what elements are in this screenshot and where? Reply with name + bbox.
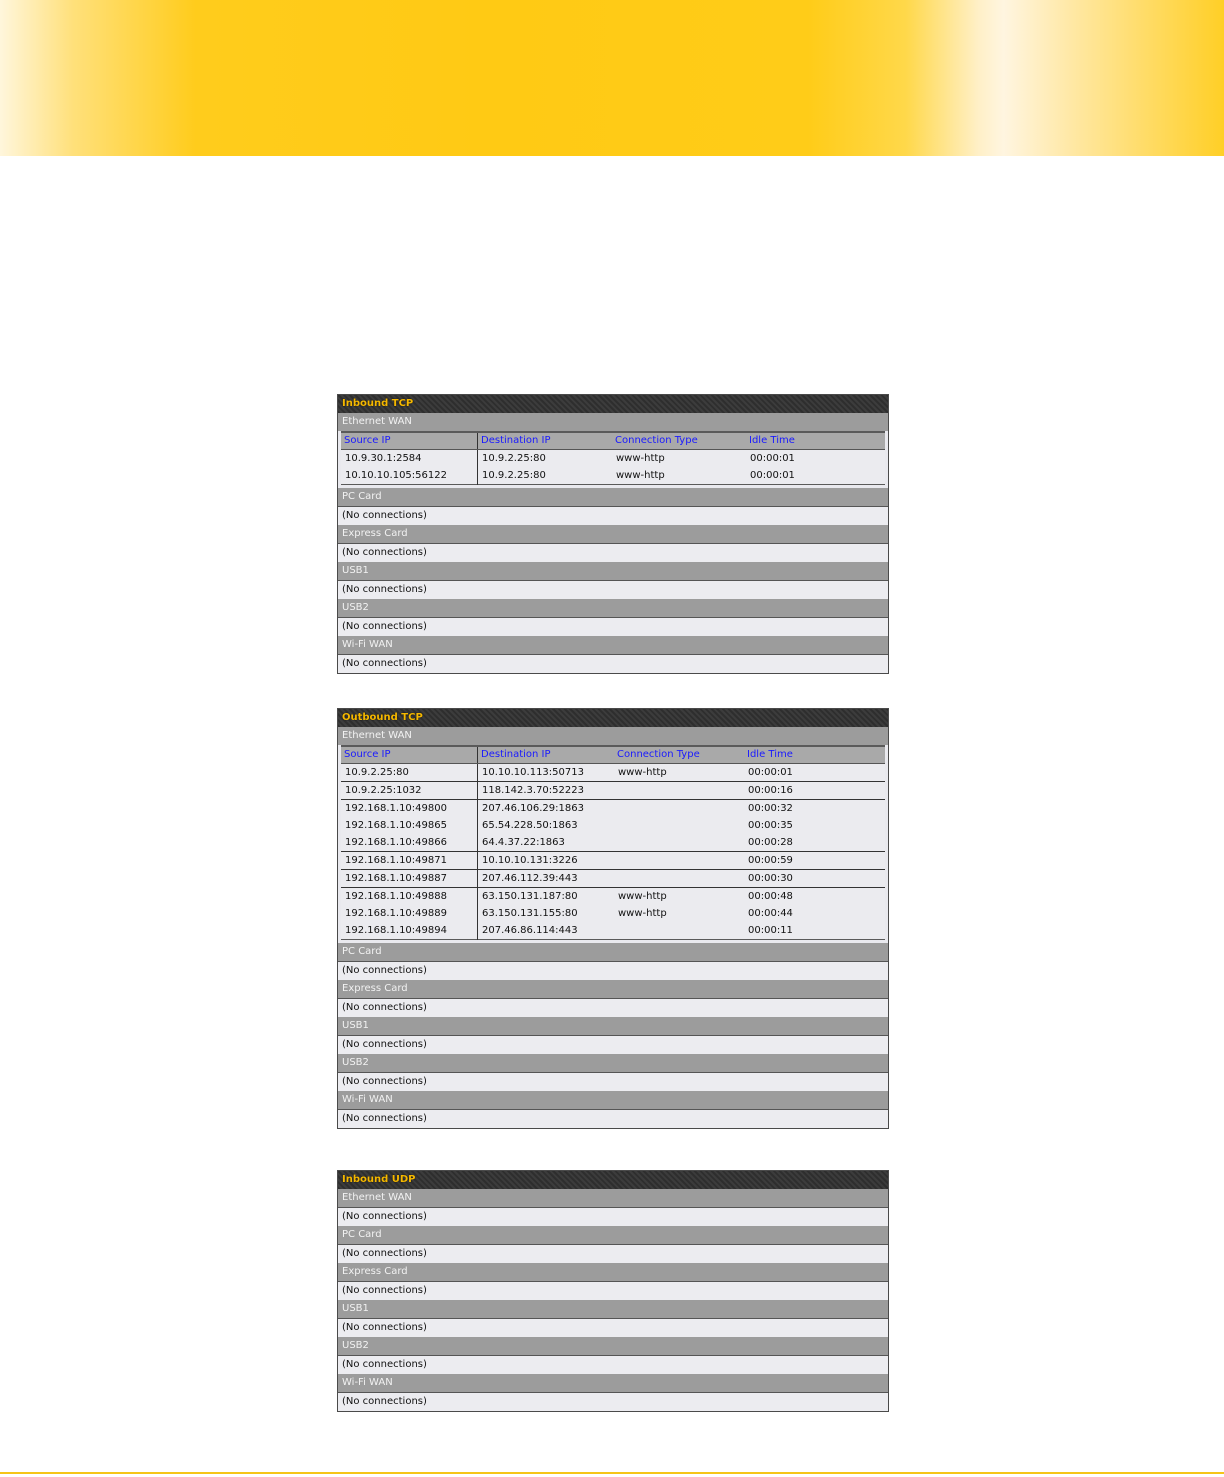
source-ip-cell: 192.168.1.10:49871: [341, 852, 478, 870]
no-connections-text: (No connections): [338, 998, 888, 1017]
source-ip-cell: 10.9.2.25:1032: [341, 782, 478, 800]
connection-type-cell: [614, 922, 744, 940]
destination-ip-cell: 65.54.228.50:1863: [482, 820, 578, 831]
column-header-idle-time: Idle Time: [746, 432, 885, 450]
connection-type-cell: www-http: [616, 453, 665, 464]
connections-table: [341, 745, 885, 940]
header-banner: [0, 0, 1224, 156]
section-header-usb1: USB1: [338, 1300, 888, 1318]
inbound-udp-panel: [337, 1170, 889, 1412]
idle-time-cell: 00:00:16: [744, 782, 885, 800]
table-row: [341, 817, 885, 834]
section-header-usb2: USB2: [338, 1337, 888, 1355]
idle-time-cell: 00:00:11: [748, 925, 793, 936]
column-header-source-ip: Source IP: [341, 432, 478, 450]
table-row: [341, 922, 885, 940]
table-header-row: [341, 746, 885, 764]
section-header-ethernet-wan: Ethernet WAN: [338, 727, 888, 745]
destination-ip-cell: 63.150.131.187:80: [478, 888, 615, 906]
section-header-pc-card: PC Card: [338, 1226, 888, 1244]
destination-ip-cell: 64.4.37.22:1863: [482, 837, 565, 848]
no-connections-text: (No connections): [338, 961, 888, 980]
table-row: [341, 764, 885, 782]
idle-time-cell: 00:00:35: [748, 820, 793, 831]
no-connections-text: (No connections): [338, 1109, 888, 1128]
no-connections-text: (No connections): [338, 543, 888, 562]
connection-type-cell: [614, 852, 744, 870]
source-ip-cell: 192.168.1.10:49800: [341, 800, 478, 818]
section-header-pc-card: PC Card: [338, 943, 888, 961]
section-header-express-card: Express Card: [338, 1263, 888, 1281]
connections-table: [341, 431, 885, 485]
connection-type-cell: [614, 817, 744, 834]
idle-time-cell: 00:00:01: [748, 767, 793, 778]
table-row: [341, 852, 885, 870]
no-connections-text: (No connections): [338, 654, 888, 673]
connection-type-cell: www-http: [614, 888, 744, 906]
no-connections-text: (No connections): [338, 580, 888, 599]
section-header-ethernet-wan: Ethernet WAN: [338, 413, 888, 431]
no-connections-text: (No connections): [338, 1035, 888, 1054]
no-connections-text: (No connections): [338, 506, 888, 525]
table-row: [341, 467, 885, 485]
destination-ip-cell: 63.150.131.155:80: [482, 908, 578, 919]
idle-time-cell: 00:00:44: [748, 908, 793, 919]
section-header-wifi-wan: Wi-Fi WAN: [338, 636, 888, 654]
no-connections-text: (No connections): [338, 1072, 888, 1091]
destination-ip-cell: 207.46.86.114:443: [482, 925, 578, 936]
table-row: [341, 870, 885, 888]
source-ip-cell: 10.9.2.25:80: [341, 764, 478, 782]
table-row: [341, 450, 885, 468]
source-ip-cell: 10.9.30.1:2584: [341, 450, 478, 468]
section-header-usb1: USB1: [338, 1017, 888, 1035]
panel-title: Outbound TCP: [338, 709, 888, 727]
column-header-destination-ip: Destination IP: [478, 432, 613, 450]
footer-divider: [0, 1472, 1224, 1474]
section-header-usb2: USB2: [338, 1054, 888, 1072]
column-header-idle-time: Idle Time: [744, 746, 885, 764]
source-ip-cell: 192.168.1.10:49865: [341, 817, 478, 834]
idle-time-cell: 00:00:32: [744, 800, 885, 818]
column-header-destination-ip: Destination IP: [478, 746, 615, 764]
destination-ip-cell: 207.46.106.29:1863: [478, 800, 615, 818]
source-ip-cell: 192.168.1.10:49887: [341, 870, 478, 888]
source-ip-cell: 192.168.1.10:49866: [341, 834, 478, 852]
section-header-usb1: USB1: [338, 562, 888, 580]
destination-ip-cell: 10.9.2.25:80: [482, 453, 546, 464]
connection-type-cell: [614, 870, 744, 888]
idle-time-cell: 00:00:28: [748, 837, 793, 848]
connection-type-cell: [614, 834, 744, 852]
column-header-connection-type: Connection Type: [614, 746, 744, 764]
no-connections-text: (No connections): [338, 1281, 888, 1300]
table-row: [341, 834, 885, 852]
connection-type-cell: www-http: [616, 470, 665, 481]
idle-time-cell: 00:00:01: [750, 453, 795, 464]
section-header-express-card: Express Card: [338, 980, 888, 998]
table-header-row: [341, 432, 885, 450]
source-ip-cell: 192.168.1.10:49894: [341, 922, 478, 940]
source-ip-cell: 192.168.1.10:49889: [341, 905, 478, 922]
panel-title: Inbound TCP: [338, 395, 888, 413]
table-row: [341, 888, 885, 906]
no-connections-text: (No connections): [338, 1355, 888, 1374]
destination-ip-cell: 118.142.3.70:52223: [478, 782, 615, 800]
no-connections-text: (No connections): [338, 617, 888, 636]
section-header-wifi-wan: Wi-Fi WAN: [338, 1091, 888, 1109]
idle-time-cell: 00:00:48: [744, 888, 885, 906]
section-header-express-card: Express Card: [338, 525, 888, 543]
outbound-tcp-panel: [337, 708, 889, 1129]
column-header-connection-type: Connection Type: [612, 432, 746, 450]
connection-type-cell: [614, 800, 744, 818]
no-connections-text: (No connections): [338, 1318, 888, 1337]
section-header-usb2: USB2: [338, 599, 888, 617]
source-ip-cell: 192.168.1.10:49888: [341, 888, 478, 906]
connection-type-cell: www-http: [618, 767, 667, 778]
panel-title: Inbound UDP: [338, 1171, 888, 1189]
connection-type-cell: www-http: [618, 908, 667, 919]
table-row: [341, 800, 885, 818]
destination-ip-cell: 207.46.112.39:443: [478, 870, 615, 888]
section-header-wifi-wan: Wi-Fi WAN: [338, 1374, 888, 1392]
column-header-source-ip: Source IP: [341, 746, 478, 764]
table-row: [341, 782, 885, 800]
no-connections-text: (No connections): [338, 1244, 888, 1263]
idle-time-cell: 00:00:59: [744, 852, 885, 870]
table-row: [341, 905, 885, 922]
connection-type-cell: [614, 782, 744, 800]
section-header-pc-card: PC Card: [338, 488, 888, 506]
no-connections-text: (No connections): [338, 1207, 888, 1226]
section-header-ethernet-wan: Ethernet WAN: [338, 1189, 888, 1207]
destination-ip-cell: 10.10.10.131:3226: [478, 852, 615, 870]
idle-time-cell: 00:00:30: [744, 870, 885, 888]
destination-ip-cell: 10.9.2.25:80: [482, 470, 546, 481]
no-connections-text: (No connections): [338, 1392, 888, 1411]
destination-ip-cell: 10.10.10.113:50713: [482, 767, 584, 778]
source-ip-cell: 10.10.10.105:56122: [341, 467, 478, 485]
inbound-tcp-panel: [337, 394, 889, 674]
idle-time-cell: 00:00:01: [750, 470, 795, 481]
